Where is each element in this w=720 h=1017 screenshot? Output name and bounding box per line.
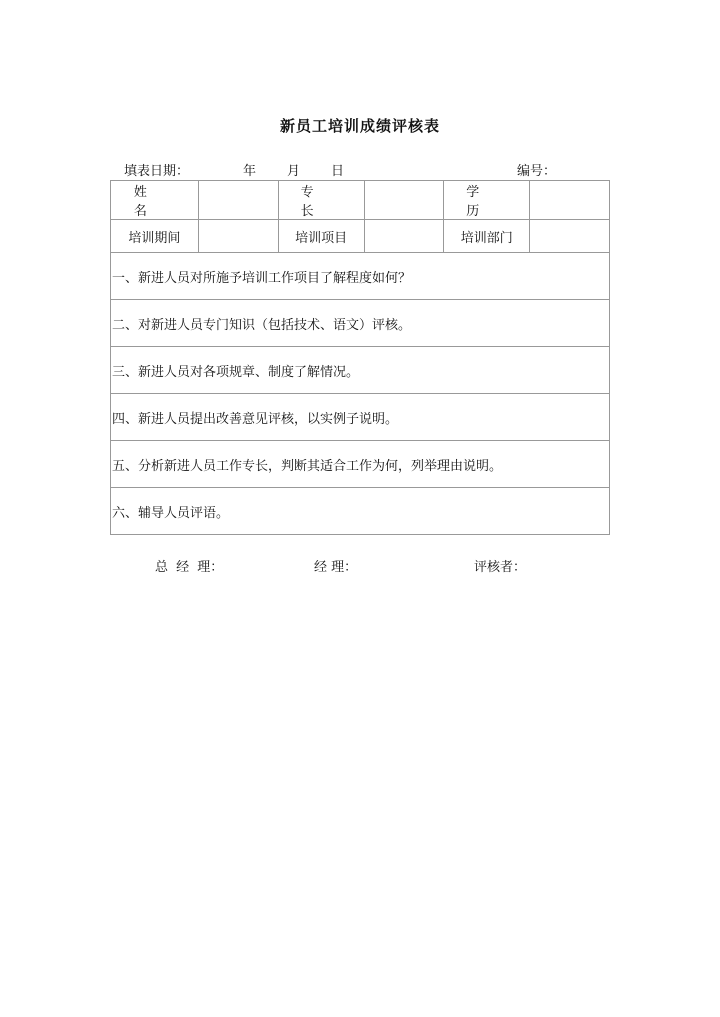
question-row (111, 488, 610, 535)
question-row (111, 300, 610, 347)
education-field[interactable] (530, 181, 610, 220)
training-dept-field[interactable] (530, 220, 610, 253)
question-4: 四、新进人员提出改善意见评核，以实例子说明。 (112, 411, 399, 427)
training-item-field[interactable] (364, 220, 444, 253)
question-row (111, 441, 610, 488)
education-label: 学 历 (444, 181, 530, 220)
manager-signature-label: 经 理： (314, 560, 358, 575)
form-title: 新员工培训成绩评核表 (279, 117, 440, 135)
training-dept-label: 培训部门 (444, 220, 530, 253)
training-period-field[interactable] (198, 220, 278, 253)
question-1: 一、新进人员对所施予培训工作项目了解程度如何？ (112, 270, 412, 286)
question-6: 六、辅导人员评语。 (112, 505, 230, 521)
question-row (111, 394, 610, 441)
question-5: 五、分析新进人员工作专长，判断其适合工作为何，列举理由说明。 (112, 458, 503, 474)
day-label: 日 (331, 164, 345, 179)
year-label: 年 (243, 164, 257, 179)
name-field[interactable] (198, 181, 278, 220)
reviewer-signature-label: 评核者： (474, 560, 527, 575)
specialty-field[interactable] (364, 181, 444, 220)
info-row-basic (111, 181, 610, 220)
specialty-label: 专 长 (278, 181, 364, 220)
month-label: 月 (287, 164, 301, 179)
number-label: 编号： (517, 164, 557, 179)
training-item-label: 培训项目 (278, 220, 364, 253)
general-manager-signature-label: 总 经 理： (155, 560, 224, 575)
question-row (111, 253, 610, 300)
fill-date-label: 填表日期： (124, 164, 190, 179)
training-period-label: 培训期间 (111, 220, 199, 253)
question-3: 三、新进人员对各项规章、制度了解情况。 (112, 364, 360, 380)
name-label: 姓 名 (111, 181, 199, 220)
evaluation-table (110, 180, 610, 535)
info-row-training (111, 220, 610, 253)
question-row (111, 347, 610, 394)
question-2: 二、对新进人员专门知识（包括技术、语文）评核。 (112, 317, 412, 333)
